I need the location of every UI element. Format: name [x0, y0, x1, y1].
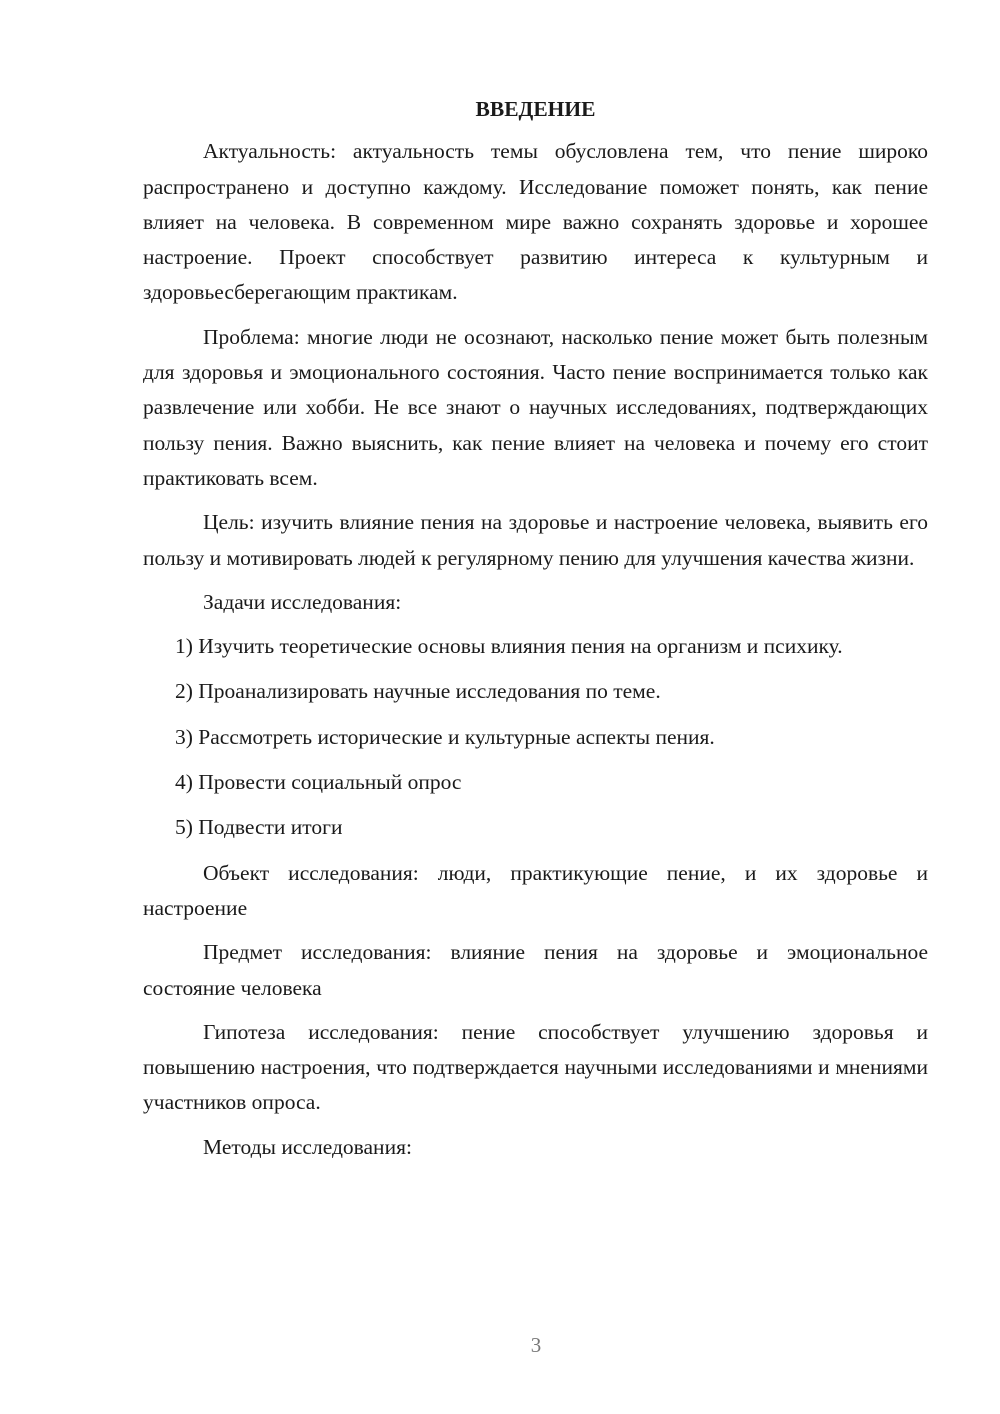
task-item: 2) Проанализировать научные исследования по теме.: [175, 679, 661, 704]
object-paragraph: Объект исследования: люди, практикующие пение, и их здоровье и настроение: [143, 860, 928, 920]
page-number: 3: [530, 1333, 542, 1357]
relevance-paragraph: Актуальность: актуальность темы обусловлена тем, что пение широко распространено и доступно каждому. Исследование поможет понять, как пение влияет на человека. В современном мире важно сохранять здоровье и хорошее настроение. Проект способствует развитию интереса к культурным и здоровьесберегающим практикам.: [143, 139, 928, 305]
task-item: 5) Подвести итоги: [175, 815, 343, 840]
section-heading: ВВЕДЕНИЕ: [475, 97, 596, 121]
task-item: 1) Изучить теоретические основы влияния пения на организм и психику.: [175, 634, 843, 659]
problem-paragraph: Проблема: многие люди не осознают, насколько пение может быть полезным для здоровья и эмоционального состояния. Часто пение воспринимается только как развлечение или хобби. Не все знают о научных исследованиях, подтверждающих пользу пения. Важно выяснить, как пение влияет на человека и почему его стоит практиковать всем.: [143, 324, 928, 490]
hypothesis-paragraph: Гипотеза исследования: пение способствует улучшению здоровья и повышению настроения, что подтверждается научными исследованиями и мнениями участников опроса.: [143, 1019, 928, 1115]
methods-title: Методы исследования:: [203, 1134, 412, 1159]
document-page: [143, 92, 928, 1174]
tasks-list: [143, 629, 928, 845]
subject-paragraph: Предмет исследования: влияние пения на здоровье и эмоциональное состояние человека: [143, 940, 928, 1000]
tasks-title: Задачи исследования:: [203, 589, 402, 614]
task-item: 3) Рассмотреть исторические и культурные аспекты пения.: [175, 724, 715, 749]
goal-paragraph: Цель: изучить влияние пения на здоровье и настроение человека, выявить его пользу и мотивировать людей к регулярному пению для улучшения качества жизни.: [143, 510, 928, 570]
task-item: 4) Провести социальный опрос: [175, 770, 462, 795]
